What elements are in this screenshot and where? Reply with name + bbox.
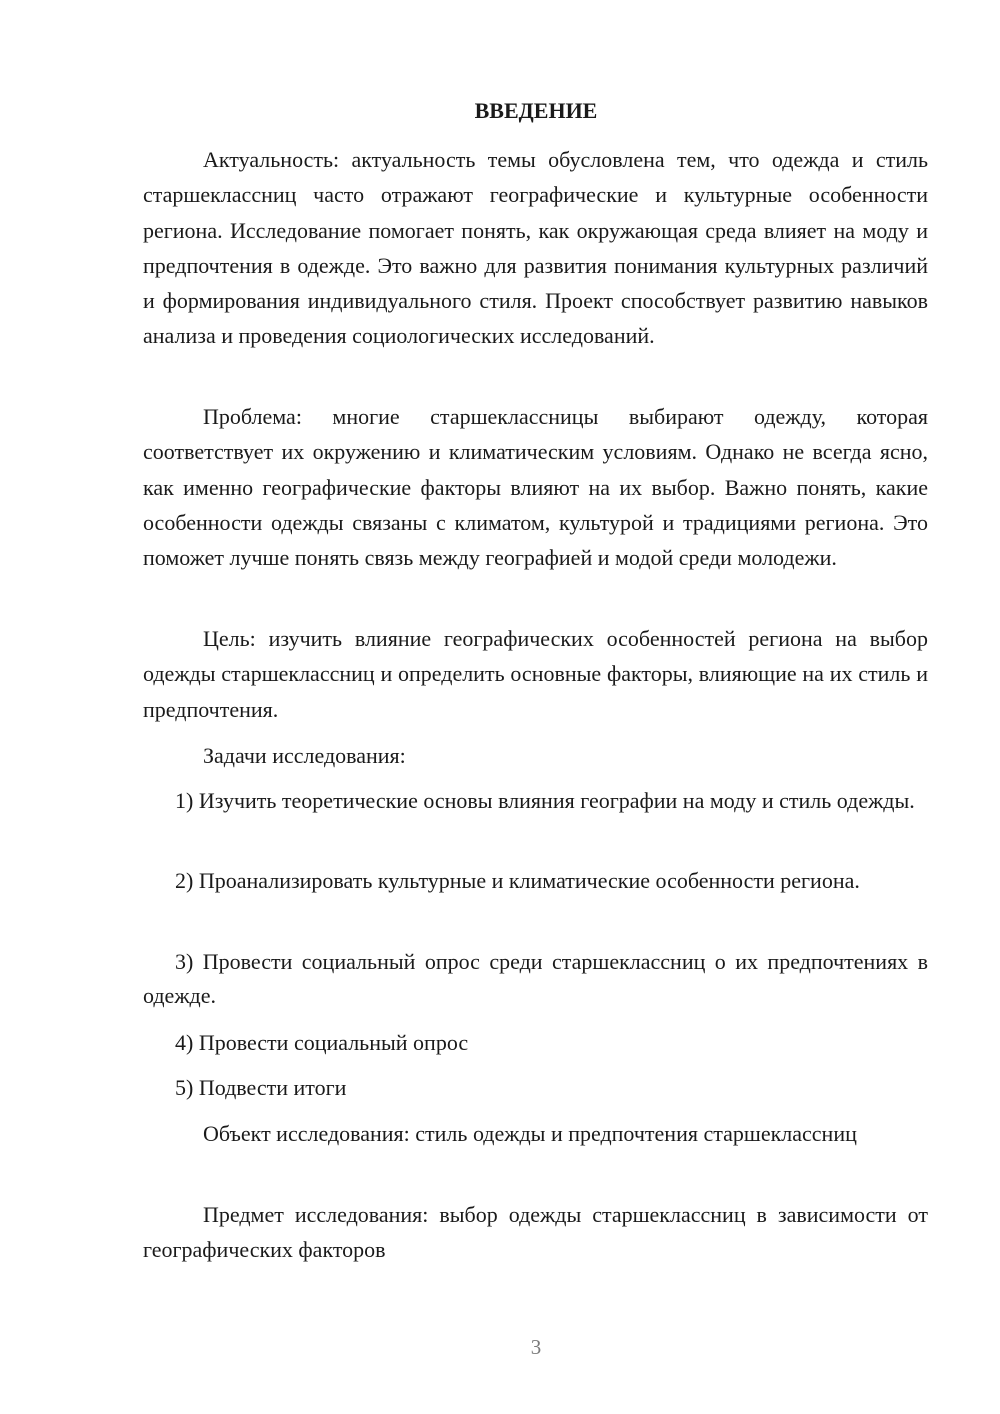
relevance-paragraph: Актуальность: актуальность темы обусловлена тем, что одежда и стиль старшеклассниц часто отражают географические и культурные особенности региона. Исследование помогает понять, как окружающая среда влияет на моду и предпочтения в одежде. Это важно для развития понимания культурных различий и формирования индивидуального стиля. Проект способствует развитию навыков анализа и проведения социологических исследований. [143,147,928,349]
list-item: 1) Изучить теоретические основы влияния географии на моду и стиль одежды. [175,788,915,813]
object-paragraph: Объект исследования: стиль одежды и предпочтения старшеклассниц [203,1121,857,1146]
list-item: 2) Проанализировать культурные и климатические особенности региона. [175,868,860,893]
subject-paragraph: Предмет исследования: выбор одежды старшеклассниц в зависимости от географических факторов [143,1202,928,1263]
problem-paragraph: Проблема: многие старшеклассницы выбирают одежду, которая соответствует их окружению и климатическим условиям. Однако не всегда ясно, как именно географические факторы влияют на их выбор. Важно понять, какие особенности одежды связаны с климатом, культурой и традициями региона. Это поможет лучше понять связь между географией и модой среди молодежи. [143,404,928,571]
page-number: 3 [530,1335,542,1359]
tasks-title: Задачи исследования: [203,743,406,768]
goal-paragraph: Цель: изучить влияние географических особенностей региона на выбор одежды старшеклассниц и определить основные факторы, влияющие на их стиль и предпочтения. [143,626,928,722]
list-item: 3) Провести социальный опрос среди старшеклассниц о их предпочтениях в одежде. [143,949,928,1008]
list-item: 4) Провести социальный опрос [175,1030,469,1055]
list-item: 5) Подвести итоги [175,1075,347,1100]
page-title: ВВЕДЕНИЕ [474,98,598,123]
